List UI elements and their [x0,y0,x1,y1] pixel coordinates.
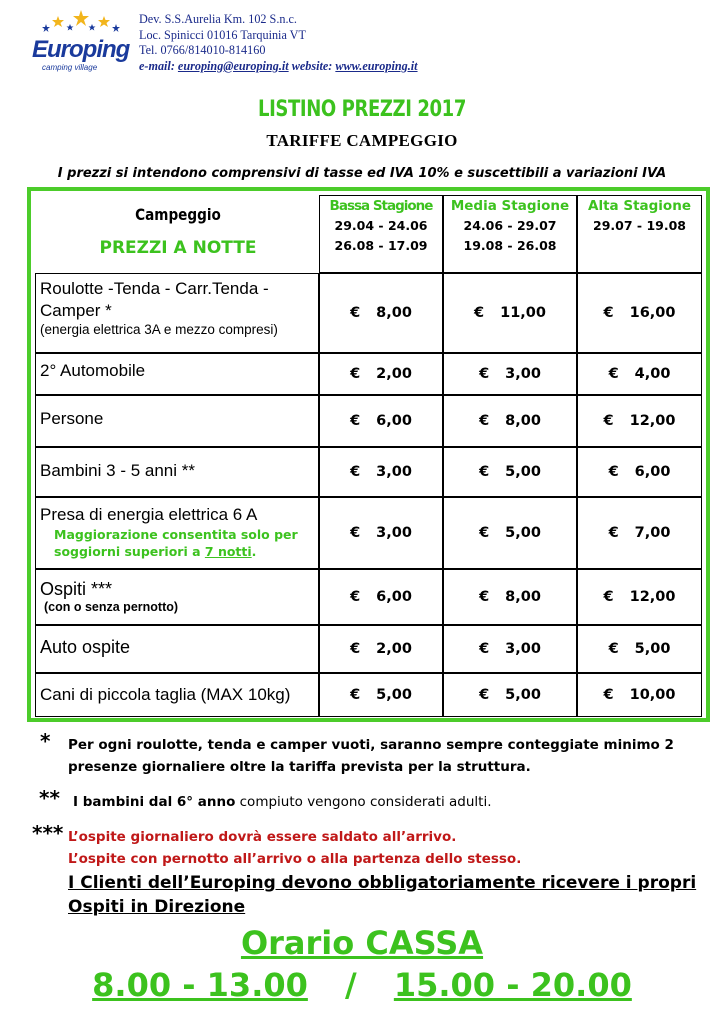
website-label: website: [291,58,333,73]
row-label-line: Ospiti *** [40,579,113,599]
season-dates: 26.08 - 17.09 [334,238,428,253]
price-cell: € 3,00 [319,447,443,497]
row-label-note: Maggiorazione consentita solo per [54,527,298,542]
price-cell: € 2,00 [319,353,443,395]
contact-line [139,59,418,75]
footnote-text: L’ospite giornaliero dovrà essere saldato all’arrivo. [68,829,457,845]
footnote-mark: ** [39,786,60,810]
row-label-line: Roulotte -Tenda - Carr.Tenda - [40,279,269,298]
row-label-line: 2° Automobile [40,361,146,380]
season-name: Media Stagione [450,198,570,214]
row-label-automobile [35,353,319,395]
season-header-media [443,195,577,273]
orario-hours [0,966,724,1004]
season-dates: 19.08 - 26.08 [463,238,557,253]
price-cell: € 3,00 [443,353,577,395]
footnote-triple-star [32,821,698,870]
price-table [27,187,710,722]
stars-icon [36,10,126,38]
price-cell: € 2,00 [319,625,443,673]
price-cell: € 5,00 [319,673,443,717]
row-label-note: soggiorni superiori a 7 notti. [54,544,257,559]
price-cell: € 11,00 [443,273,577,353]
price-cell: € 10,00 [577,673,702,717]
email-link[interactable]: europing@europing.it [177,58,289,73]
direzione-line: I Clienti dell’Europing devono obbligatoriamente ricevere i propri [68,873,697,893]
price-cell: € 5,00 [443,673,577,717]
price-cell: € 6,00 [577,447,702,497]
price-cell: € 4,00 [577,353,702,395]
price-cell: € 3,00 [443,625,577,673]
corner-title: Campeggio [135,205,221,224]
row-label-line: Bambini 3 - 5 anni ** [40,461,195,480]
row-label-energia [35,497,319,569]
email-label: e-mail: [139,58,175,73]
season-dates: 29.07 - 19.08 [593,218,686,233]
footnote-single-star [40,729,708,778]
price-cell: € 5,00 [443,447,577,497]
logo-tagline: camping village [42,63,98,72]
footnote-text: Per ogni roulotte, tenda e camper vuoti, saranno sempre conteggiate minimo 2 [68,737,674,753]
afternoon-hours: 15.00 - 20.00 [393,966,632,1004]
morning-hours: 8.00 - 13.00 [92,966,308,1004]
season-name: Alta Stagione [588,198,691,214]
row-label-roulotte [35,273,319,353]
price-cell: € 8,00 [443,569,577,625]
price-cell: € 5,00 [577,625,702,673]
company-address [139,12,418,74]
row-label-line: Presa di energia elettrica 6 A [40,505,258,524]
price-cell: € 16,00 [577,273,702,353]
price-cell: € 6,00 [319,569,443,625]
price-cell: € 7,00 [577,497,702,569]
footnote-text: presenze giornaliere oltre la tariffa prevista per la struttura. [68,759,531,775]
direzione-line: Ospiti in Direzione [68,897,246,917]
address-line: Dev. S.S.Aurelia Km. 102 S.n.c. [139,12,297,26]
footnote-text: compiuto vengono considerati adulti. [235,794,492,810]
footnote-double-star [39,786,703,813]
footnote-mark: *** [32,821,64,845]
row-label-line: Auto ospite [40,637,131,657]
price-cell: € 8,00 [319,273,443,353]
table-corner-header [40,205,316,258]
address-line: Loc. Spinicci 01016 Tarquinia VT [139,27,306,42]
season-dates: 24.06 - 29.07 [463,218,557,233]
footnote-mark: * [40,729,51,753]
row-label-persone [35,395,319,447]
direzione-notice [68,871,696,919]
tax-notice: I prezzi si intendono comprensivi di tasse ed IVA 10% e suscettibili a variazioni IVA [57,166,667,181]
row-label-note: (con o senza pernotto) [44,600,179,614]
season-dates: 29.04 - 24.06 [334,218,428,233]
price-cell: € 3,00 [319,497,443,569]
season-header-alta [577,195,702,273]
price-cell: € 12,00 [577,395,702,447]
price-cell: € 5,00 [443,497,577,569]
hours-separator: / [345,966,357,1004]
footnote-text-bold: I bambini dal 6° anno [73,794,236,810]
europing-logo [28,10,128,78]
phone-line: Tel. 0766/814010-814160 [139,43,266,57]
season-header-bassa [319,195,443,273]
price-cell: € 12,00 [577,569,702,625]
season-name: Bassa Stagione [329,198,433,214]
website-link[interactable]: www.europing.it [335,58,418,73]
row-label-ospiti [35,569,319,625]
footnote-text: L’ospite con pernotto all’arrivo o alla partenza dello stesso. [68,851,522,867]
row-label-auto-ospite [35,625,319,673]
row-label-cani [35,673,319,717]
logo-wordmark: Europing [32,36,130,63]
row-label-bambini [35,447,319,497]
row-label-line: Cani di piccola taglia (MAX 10kg) [40,685,291,704]
page-subtitle: TARIFFE CAMPEGGIO [266,131,458,150]
page-title: LISTINO PREZZI 2017 [258,97,466,122]
row-label-line: Persone [40,409,104,428]
corner-subtitle: PREZZI A NOTTE [99,238,257,258]
price-cell: € 8,00 [443,395,577,447]
price-cell: € 6,00 [319,395,443,447]
orario-title: Orario CASSA [240,924,484,962]
row-label-line: Camper * [40,301,112,320]
row-label-note: (energia elettrica 3A e mezzo compresi) [40,322,278,337]
